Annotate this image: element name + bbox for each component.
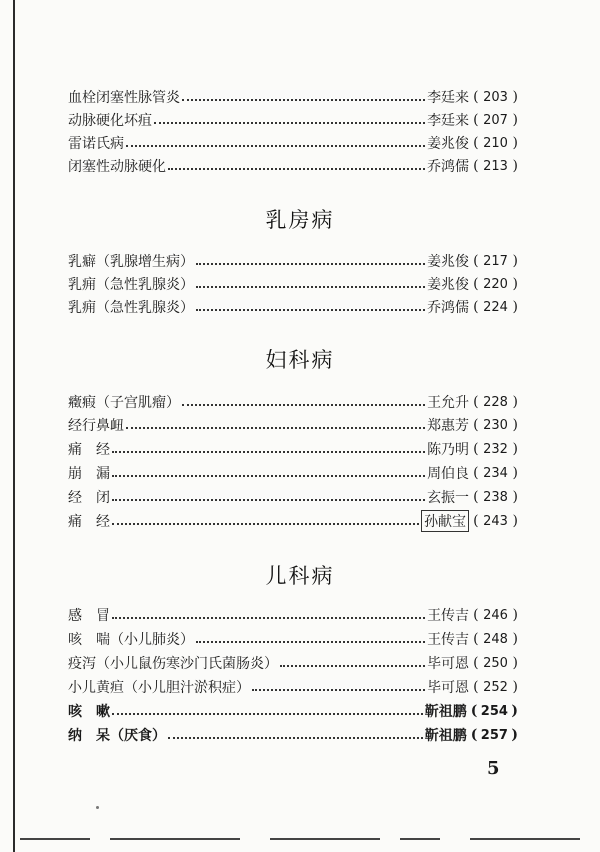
entry-page: 243: [483, 513, 508, 529]
entry-page: 230: [483, 417, 508, 433]
entry-title: 痛 经: [68, 514, 110, 530]
dot-leader: [112, 473, 425, 477]
toc-entry[interactable]: 乳痈（急性乳腺炎） 姜兆俊 ( 220 ): [68, 276, 518, 293]
toc-entry[interactable]: 咳 嗽 靳祖鹏 ( 254 ): [68, 703, 518, 720]
dot-leader: [196, 261, 425, 265]
entry-title: 咳 嗽: [68, 704, 110, 720]
bottom-scan-line: [270, 838, 380, 840]
left-margin-rule: [13, 0, 15, 852]
entry-author: 乔鸿儒: [427, 300, 470, 316]
toc-entry[interactable]: 癥瘕（子宫肌瘤） 王允升 ( 228 ): [68, 394, 518, 411]
toc-entry[interactable]: 纳 呆（厌食） 靳祖鹏 ( 257 ): [68, 727, 518, 744]
bottom-scan-line: [110, 838, 240, 840]
entry-author: 周伯良: [427, 466, 470, 482]
toc-entry[interactable]: 血栓闭塞性脉管炎 李廷来 ( 203 ): [68, 89, 518, 106]
toc-entry[interactable]: 崩 漏 周伯良 ( 234 ): [68, 465, 518, 482]
dot-leader: [280, 663, 425, 667]
entry-page: 254: [480, 703, 508, 719]
entry-page: 220: [483, 276, 508, 292]
entry-title: 感 冒: [68, 608, 110, 624]
toc-entry[interactable]: 闭塞性动脉硬化 乔鸿儒 ( 213 ): [68, 158, 518, 175]
entry-author: 王传吉: [427, 608, 470, 624]
entry-title: 痛 经: [68, 442, 110, 458]
section-heading: 儿科病: [265, 564, 335, 588]
entry-page: 238: [483, 489, 508, 505]
dot-leader: [112, 449, 425, 453]
entry-author: 孙献宝: [421, 510, 469, 532]
entry-author: 王传吉: [427, 632, 470, 648]
entry-title: 雷诺氏病: [68, 136, 124, 152]
dot-leader: [182, 402, 425, 406]
dot-leader: [126, 425, 425, 429]
entry-author: 王允升: [427, 395, 470, 411]
toc-entry[interactable]: 痛 经 孙献宝 ( 243 ): [68, 510, 518, 532]
toc-entry[interactable]: 雷诺氏病 姜兆俊 ( 210 ): [68, 135, 518, 152]
entry-title: 经 闭: [68, 490, 110, 506]
toc-entry[interactable]: 疫泻（小儿鼠伤寒沙门氏菌肠炎） 毕可恩 ( 250 ): [68, 655, 518, 672]
entry-page: 234: [483, 465, 508, 481]
entry-author: 靳祖鹏: [424, 704, 467, 720]
entry-title: 纳 呆（厌食）: [68, 728, 166, 744]
entry-title: 癥瘕（子宫肌瘤）: [68, 395, 180, 411]
page-number: 5: [487, 758, 500, 779]
dot-leader: [112, 521, 419, 525]
entry-title: 经行鼻衄: [68, 418, 124, 434]
toc-entry[interactable]: 经行鼻衄 郑惠芳 ( 230 ): [68, 417, 518, 434]
entry-author: 乔鸿儒: [427, 159, 470, 175]
bottom-scan-line: [400, 838, 440, 840]
toc-entry[interactable]: 感 冒 王传吉 ( 246 ): [68, 607, 518, 624]
entry-title: 疫泻（小儿鼠伤寒沙门氏菌肠炎）: [68, 656, 278, 672]
entry-author: 毕可恩: [427, 656, 470, 672]
entry-page: 203: [483, 89, 508, 105]
entry-title: 血栓闭塞性脉管炎: [68, 90, 180, 106]
dot-leader: [196, 639, 425, 643]
dot-leader: [168, 735, 423, 739]
toc-entry[interactable]: 痛 经 陈乃明 ( 232 ): [68, 441, 518, 458]
dot-leader: [196, 307, 425, 311]
toc-entry[interactable]: 乳痈（急性乳腺炎） 乔鸿儒 ( 224 ): [68, 299, 518, 316]
dot-leader: [182, 97, 425, 101]
toc-entry[interactable]: 动脉硬化坏疽 李廷来 ( 207 ): [68, 112, 518, 129]
bottom-scan-line: [20, 838, 90, 840]
entry-page: 252: [483, 679, 508, 695]
entry-page: 257: [480, 727, 508, 743]
scan-speck: [96, 806, 99, 809]
entry-page: 207: [483, 112, 508, 128]
entry-author: 陈乃明: [427, 442, 470, 458]
entry-author: 李廷来: [427, 113, 470, 129]
toc-entry[interactable]: 小儿黄疸（小儿胆汁淤积症） 毕可恩 ( 252 ): [68, 679, 518, 696]
entry-title: 乳痈（急性乳腺炎）: [68, 300, 194, 316]
entry-page: 246: [483, 607, 508, 623]
toc-entry[interactable]: 乳癖（乳腺增生病） 姜兆俊 ( 217 ): [68, 253, 518, 270]
entry-title: 乳痈（急性乳腺炎）: [68, 277, 194, 293]
entry-author: 靳祖鹏: [424, 728, 467, 744]
entry-page: 224: [483, 299, 508, 315]
entry-page: 210: [483, 135, 508, 151]
dot-leader: [196, 284, 425, 288]
entry-author: 玄振一: [427, 490, 470, 506]
dot-leader: [168, 166, 425, 170]
dot-leader: [112, 497, 425, 501]
entry-author: 李廷来: [427, 90, 470, 106]
dot-leader: [112, 615, 425, 619]
entry-page: 248: [483, 631, 508, 647]
entry-page: 213: [483, 158, 508, 174]
dot-leader: [126, 143, 425, 147]
entry-author: 姜兆俊: [427, 136, 470, 152]
entry-title: 乳癖（乳腺增生病）: [68, 254, 194, 270]
toc-entry[interactable]: 经 闭 玄振一 ( 238 ): [68, 489, 518, 506]
entry-title: 崩 漏: [68, 466, 110, 482]
section-heading: 乳房病: [265, 208, 335, 232]
entry-title: 小儿黄疸（小儿胆汁淤积症）: [68, 680, 250, 696]
entry-title: 闭塞性动脉硬化: [68, 159, 166, 175]
toc-entry[interactable]: 咳 喘（小儿肺炎） 王传吉 ( 248 ): [68, 631, 518, 648]
entry-page: 228: [483, 394, 508, 410]
entry-author: 姜兆俊: [427, 254, 470, 270]
entry-author: 郑惠芳: [427, 418, 470, 434]
entry-author: 姜兆俊: [427, 277, 470, 293]
entry-title: 咳 喘（小儿肺炎）: [68, 632, 194, 648]
entry-page: 232: [483, 441, 508, 457]
entry-title: 动脉硬化坏疽: [68, 113, 152, 129]
dot-leader: [112, 711, 423, 715]
entry-author: 毕可恩: [427, 680, 470, 696]
dot-leader: [252, 687, 425, 691]
entry-page: 217: [483, 253, 508, 269]
section-heading: 妇科病: [265, 348, 335, 372]
dot-leader: [154, 120, 425, 124]
bottom-scan-line: [470, 838, 580, 840]
entry-page: 250: [483, 655, 508, 671]
